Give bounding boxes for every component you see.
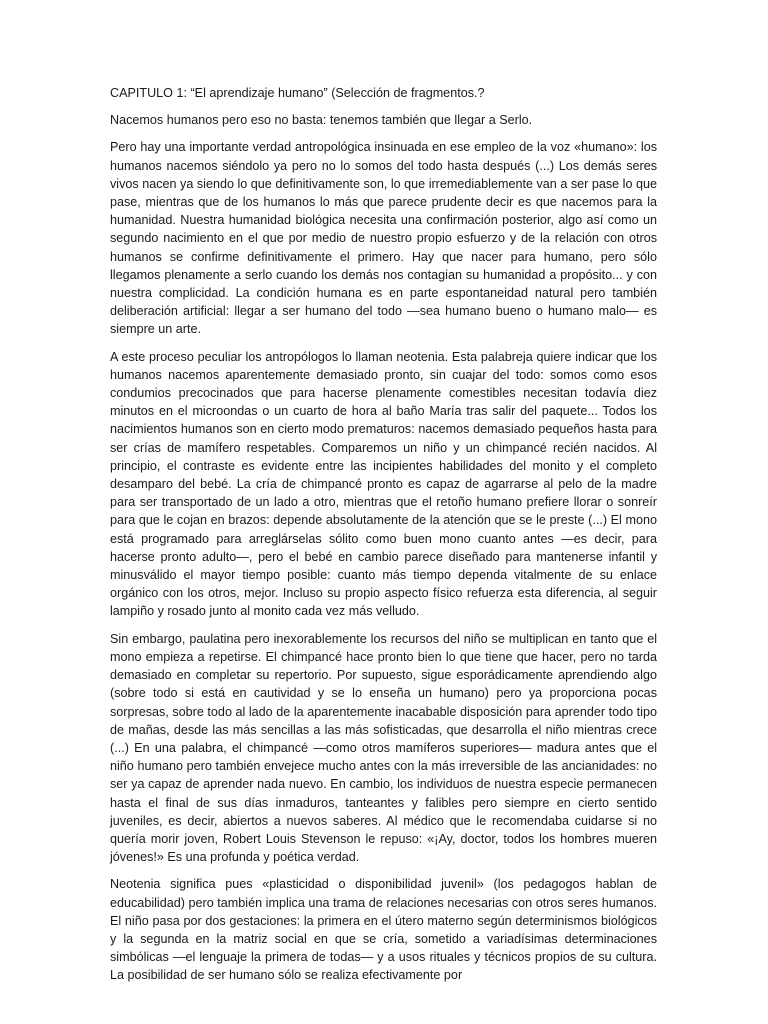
chapter-heading: CAPITULO 1: “El aprendizaje humano” (Selección de fragmentos.?	[110, 86, 485, 100]
body-paragraph-1: Pero hay una importante verdad antropológica insinuada en ese empleo de la voz «humano»: los humanos nacemos siéndolo ya pero no lo somos del todo hasta después (...) Los demás seres vivos nacen ya siendo lo que definitivamente son, lo que irremediablemente van a ser pase lo que pase, mientras que de los humanos lo más que parece prudente decir es que nacemos para la humanidad. Nuestra humanidad biológica necesita una confirmación posterior, algo así como un segundo nacimiento en el que por medio de nuestro propio esfuerzo y de la relación con otros humanos se confirme definitivamente el primero. Hay que nacer para humano, pero sólo llegamos plenamente a serlo cuando los demás nos contagian su humanidad a propósito... y con nuestra complicidad. La condición humana es en parte espontaneidad natural pero también deliberación artificial: llegar a ser humano del todo —sea humano bueno o humano malo— es siempre un arte.	[110, 140, 657, 337]
body-paragraph-2: A este proceso peculiar los antropólogos lo llaman neotenia. Esta palabreja quiere indicar que los humanos nacemos aparentemente demasiado pronto, sin cuajar del todo: somos como esos condumios precocinados que para hacerse plenamente comestibles necesitan todavía diez minutos en el microondas o un cuarto de hora al baño María tras salir del paquete... Todos los nacimientos humanos son en cierto modo prematuros: nacemos demasiado pequeños hasta para ser crías de mamífero respetables. Comparemos un niño y un chimpancé recién nacidos. Al principio, el contraste es evidente entre las incipientes habilidades del monito y el completo desamparo del bebé. La cría de chimpancé pronto es capaz de agarrarse al pelo de la madre para ser transportado de un lado a otro, mientras que el retoño humano prefiere llorar o sonreír para que le cojan en brazos: depende absolutamente de la atención que se le preste (...) El mono está programado para arreglárselas sólito como buen mono cuanto antes —es decir, para hacerse pronto adulto—, pero el bebé en cambio parece diseñado para mantenerse infantil y minusválido el mayor tiempo posible: cuanto más tiempo dependa vitalmente de su enlace orgánico con los otros, mejor. Incluso su propio aspecto físico refuerza esta diferencia, al seguir lampiño y rosado junto al monito cada vez más velludo.	[110, 349, 657, 619]
body-paragraph-3: Sin embargo, paulatina pero inexorablemente los recursos del niño se multiplican en tanto que el mono empieza a repetirse. El chimpancé hace pronto bien lo que tiene que hacer, pero no tarda demasiado en completar su repertorio. Por supuesto, sigue esporádicamente aprendiendo algo (sobre todo si está en cautividad y se lo enseña un humano) pero ya proporciona pocas sorpresas, sobre todo al lado de la aparentemente inacabable disposición para aprender todo tipo de mañas, desde las más sencillas a las más sofisticadas, que desarrolla el niño mientras crece (...) En una palabra, el chimpancé —como otros mamíferos superiores— madura antes que el niño humano pero también envejece mucho antes con la más irreversible de las ancianidades: no ser ya capaz de aprender nada nuevo. En cambio, los individuos de nuestra especie permanecen hasta el final de sus días inmaduros, tanteantes y falibles pero siempre en cierto sentido juveniles, es decir, abiertos a nuevos saberes. Al médico que le recomendaba cuidarse si no quería morir joven, Robert Louis Stevenson le repuso: «¡Ay, doctor, todos los hombres mueren jóvenes!» Es una profunda y poética verdad.	[110, 631, 657, 865]
body-paragraph-4: Neotenia significa pues «plasticidad o disponibilidad juvenil» (los pedagogos hablan de educabilidad) pero también implica una trama de relaciones necesarias con otros seres humanos. El niño pasa por dos gestaciones: la primera en el útero materno según determinismos biológicos y la segunda en la matriz social en que se cría, sometido a variadísimas determinaciones simbólicas —el lenguaje la primera de todas— y a usos rituales y técnicos propios de su cultura. La posibilidad de ser humano sólo se realiza efectivamente por	[110, 877, 657, 983]
document-page	[110, 84, 657, 994]
section-subheading: Nacemos humanos pero eso no basta: tenemos también que llegar a Serlo.	[110, 113, 533, 128]
